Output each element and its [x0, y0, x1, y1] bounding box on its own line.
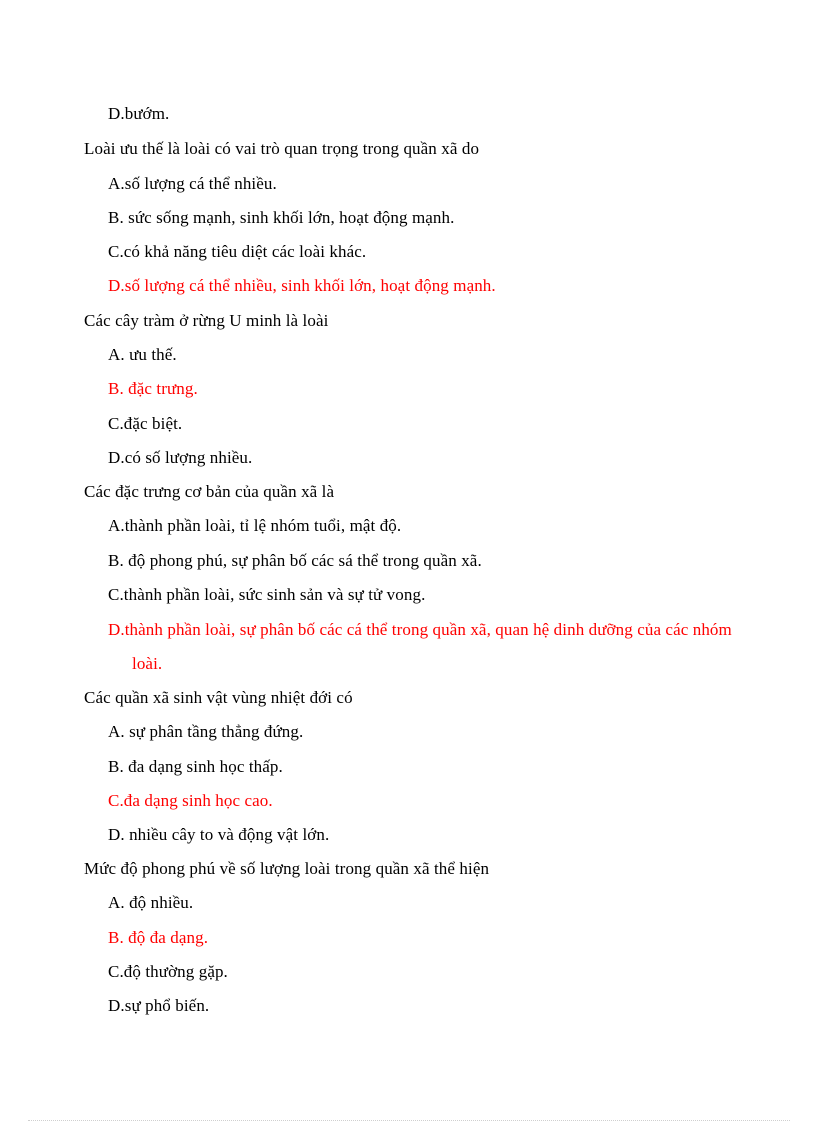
option-a: A. ưu thế.	[108, 345, 177, 364]
option-d: D.có số lượng nhiều.	[108, 448, 253, 467]
question-species-richness: Mức độ phong phú về số lượng loài trong quần xã thể hiện	[84, 859, 490, 878]
question-melaleuca-trees: Các cây tràm ở rừng U minh là loài	[84, 311, 329, 330]
question-tropical-communities: Các quần xã sinh vật vùng nhiệt đới có	[84, 688, 353, 707]
option-d-correct: D.thành phần loài, sự phân bố các cá thể trong quần xã, quan hệ dinh dưỡng của các nhóm	[108, 620, 732, 639]
option-a: A.số lượng cá thể nhiều.	[108, 174, 277, 193]
question-community-characteristics: Các đặc trưng cơ bản của quần xã là	[84, 482, 335, 501]
question-dominant-species: Loài ưu thế là loài có vai trò quan trọng trong quần xã do	[84, 139, 480, 158]
option-d-correct-continuation: loài.	[132, 654, 163, 673]
option-c: C.đặc biệt.	[108, 414, 183, 433]
option-b-correct: B. độ đa dạng.	[108, 928, 209, 947]
page-bottom-divider	[28, 1120, 790, 1121]
option-b: B. đa dạng sinh học thấp.	[108, 757, 283, 776]
option-b: B. sức sống mạnh, sinh khối lớn, hoạt động mạnh.	[108, 208, 455, 227]
option-d-correct: D.số lượng cá thể nhiều, sinh khối lớn, hoạt động mạnh.	[108, 276, 496, 295]
option-b-correct: B. đặc trưng.	[108, 379, 198, 398]
option-b: B. độ phong phú, sự phân bố các sá thể trong quần xã.	[108, 551, 482, 570]
option-a: A. sự phân tầng thẳng đứng.	[108, 722, 304, 741]
option-d-butterfly: D.bướm.	[108, 104, 170, 123]
option-a: A.thành phần loài, tỉ lệ nhóm tuổi, mật độ.	[108, 516, 402, 535]
option-a: A. độ nhiều.	[108, 893, 194, 912]
option-d: D. nhiều cây to và động vật lớn.	[108, 825, 330, 844]
option-c-correct: C.đa dạng sinh học cao.	[108, 791, 273, 810]
option-c: C.thành phần loài, sức sinh sản và sự tử vong.	[108, 585, 426, 604]
option-d: D.sự phổ biến.	[108, 996, 210, 1015]
option-c: C.có khả năng tiêu diệt các loài khác.	[108, 242, 367, 261]
option-c: C.độ thường gặp.	[108, 962, 228, 981]
